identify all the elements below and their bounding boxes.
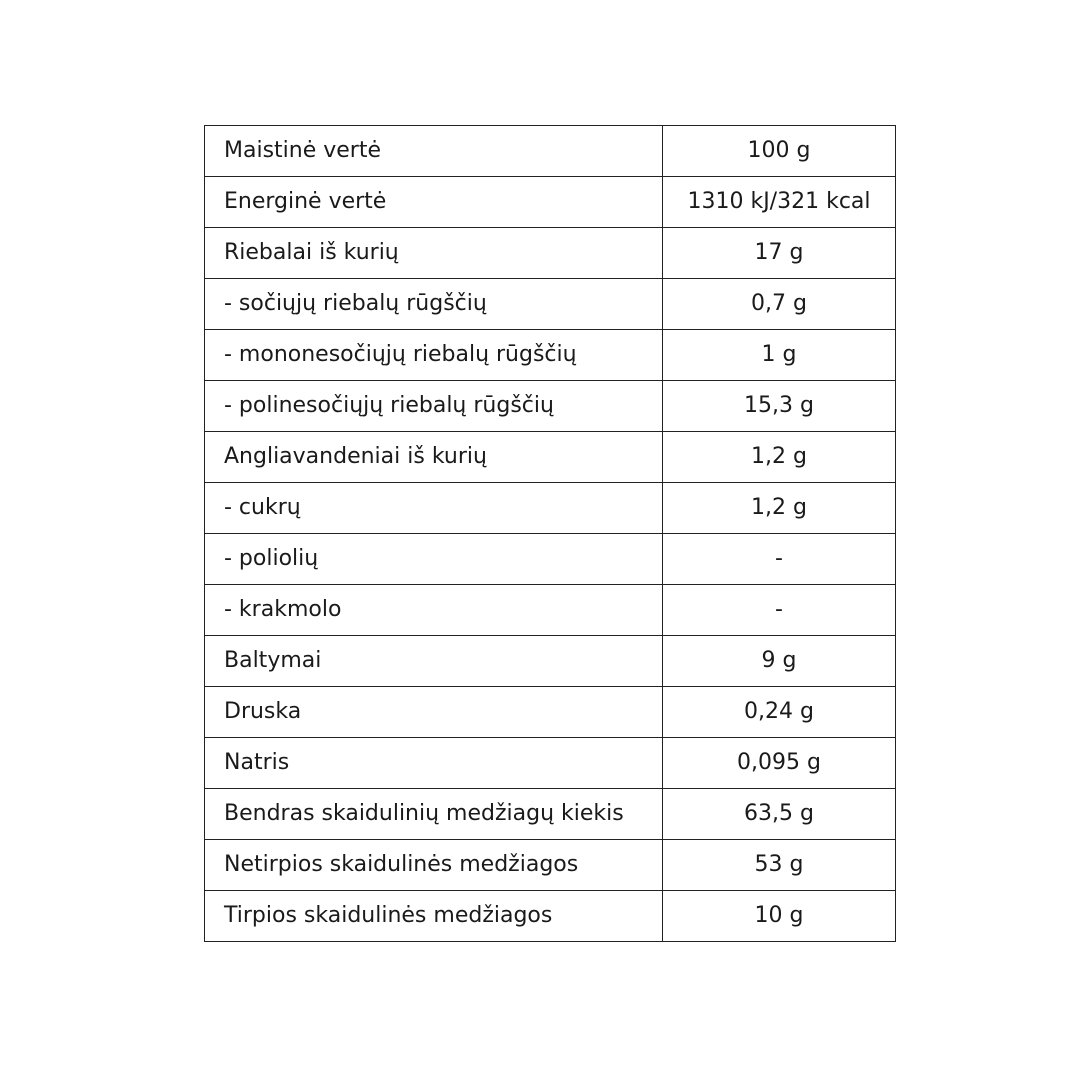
row-label: Netirpios skaidulinės medžiagos (205, 840, 663, 891)
table-row (205, 330, 896, 381)
row-value: 53 g (663, 840, 896, 891)
row-label: - mononesočiųjų riebalų rūgščių (205, 330, 663, 381)
row-label: - poliolių (205, 534, 663, 585)
row-label: Angliavandeniai iš kurių (205, 432, 663, 483)
row-value: 10 g (663, 891, 896, 942)
table-row (205, 177, 896, 228)
table-row (205, 432, 896, 483)
row-label: - polinesočiųjų riebalų rūgščių (205, 381, 663, 432)
row-label: - cukrų (205, 483, 663, 534)
row-label: Energinė vertė (205, 177, 663, 228)
row-value: 17 g (663, 228, 896, 279)
row-label: Baltymai (205, 636, 663, 687)
table-row (205, 687, 896, 738)
row-label: Druska (205, 687, 663, 738)
row-value: 1310 kJ/321 kcal (663, 177, 896, 228)
table-row (205, 738, 896, 789)
row-label: Bendras skaidulinių medžiagų kiekis (205, 789, 663, 840)
row-value: 63,5 g (663, 789, 896, 840)
table-row (205, 279, 896, 330)
row-value: - (663, 585, 896, 636)
header-value: 100 g (663, 126, 896, 177)
row-value: 15,3 g (663, 381, 896, 432)
row-value: 0,24 g (663, 687, 896, 738)
table-row (205, 381, 896, 432)
row-label: - sočiųjų riebalų rūgščių (205, 279, 663, 330)
table-row (205, 534, 896, 585)
table-row (205, 585, 896, 636)
row-value: 0,7 g (663, 279, 896, 330)
row-value: - (663, 534, 896, 585)
table-row (205, 891, 896, 942)
table-row (205, 636, 896, 687)
nutrition-table (204, 125, 896, 942)
row-label: Riebalai iš kurių (205, 228, 663, 279)
table-row (205, 483, 896, 534)
table-header-row (205, 126, 896, 177)
table-row (205, 228, 896, 279)
row-label: - krakmolo (205, 585, 663, 636)
row-label: Natris (205, 738, 663, 789)
row-value: 0,095 g (663, 738, 896, 789)
row-value: 1,2 g (663, 483, 896, 534)
table-row (205, 789, 896, 840)
row-value: 9 g (663, 636, 896, 687)
row-value: 1,2 g (663, 432, 896, 483)
header-label: Maistinė vertė (205, 126, 663, 177)
row-label: Tirpios skaidulinės medžiagos (205, 891, 663, 942)
row-value: 1 g (663, 330, 896, 381)
table-row (205, 840, 896, 891)
